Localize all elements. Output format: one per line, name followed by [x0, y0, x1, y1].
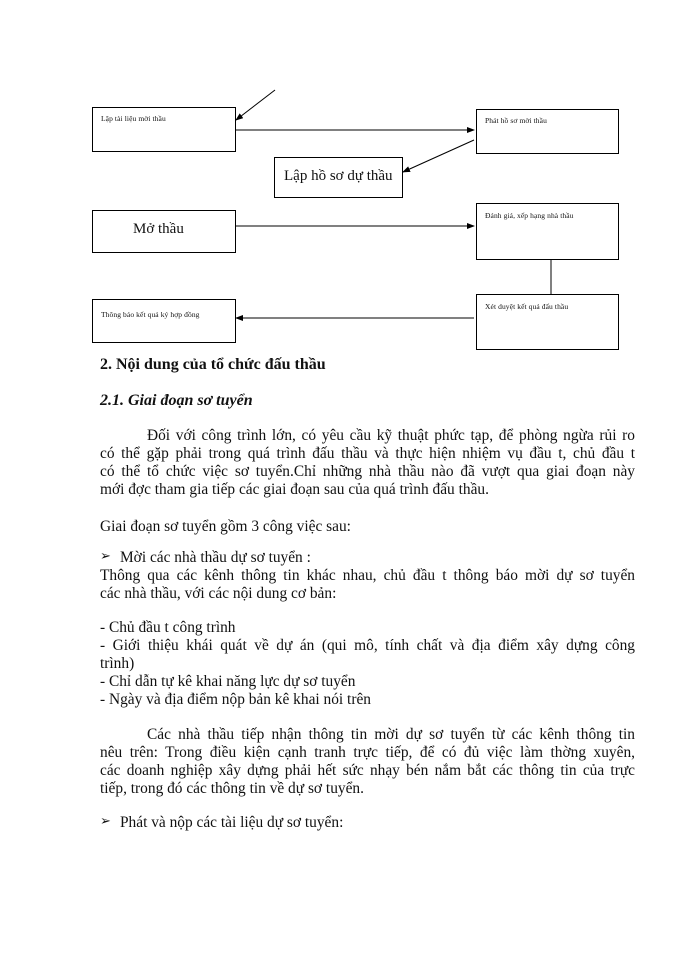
- box-bid-opening: Mở thầu: [92, 210, 236, 253]
- paragraph-1-line-1: Đối với công trình lớn, có yêu cầu kỹ thuật phức tạp, để phòng ngừa rủi ro: [147, 427, 635, 444]
- paragraph-1-line-3: có thể tổ chức việc sơ tuyển.Chỉ những nhà thầu nào đã vượt qua giai đoạn này: [100, 463, 635, 480]
- paragraph-2-line-4: tiếp, trong đó các thông tin về dự sơ tuyển.: [100, 780, 364, 797]
- list-item-project-intro-cont: trình): [100, 655, 135, 672]
- bullet-1-line-2: các nhà thầu, với các nội dung cơ bản:: [100, 585, 337, 602]
- bullet-1-line-1: Thông qua các kênh thông tin khác nhau, chủ đầu t thông báo mời dự sơ tuyển: [100, 567, 635, 584]
- paragraph-2-line-2: nêu trên: Trong điều kiện cạnh tranh trực tiếp, để có đủ việc làm thờng xuyên,: [100, 744, 635, 761]
- box-issue-documents: Phát hồ sơ mời thầu: [476, 109, 619, 154]
- box-evaluate-bidders: Đánh giá, xếp hạng nhà thầu: [476, 203, 619, 260]
- arrow-bullet-icon-2: ➢: [100, 813, 111, 828]
- bidding-process-flowchart: [0, 0, 700, 355]
- box-approve-results: Xét duyệt kết quả đấu thầu: [476, 294, 619, 350]
- subsection-heading: 2.1. Giai đoạn sơ tuyển: [100, 392, 253, 409]
- box-notify-contract: Thông báo kết quả ký hợp đồng: [92, 299, 236, 343]
- list-item-self-declare: - Chỉ dẫn tự kê khai năng lực dự sơ tuyển: [100, 673, 356, 690]
- arrow-bullet-icon: ➢: [100, 548, 111, 563]
- list-item-owner: - Chủ đầu t công trình: [100, 619, 236, 636]
- box-prepare-bid: Lập hồ sơ dự thầu: [274, 157, 403, 198]
- arrow-issue-to-bid: [403, 140, 474, 172]
- paragraph-2-line-3: các doanh nghiệp xây dựng phải hết sức nhạy bén nắm bắt các thông tin của trực: [100, 762, 635, 779]
- bullet-2-title: Phát và nộp các tài liệu dự sơ tuyển:: [120, 814, 344, 831]
- arrow-start: [236, 90, 275, 120]
- box-prepare-documents: Lập tài liệu mời thầu: [92, 107, 236, 152]
- paragraph-1-line-4: mới đợc tham gia tiếp các giai đoạn sau của quá trình đấu thầu.: [100, 481, 489, 498]
- list-item-date-place: - Ngày và địa điểm nộp bản kê khai nói trên: [100, 691, 371, 708]
- intro-line: Giai đoạn sơ tuyển gồm 3 công việc sau:: [100, 518, 351, 535]
- section-heading: 2. Nội dung của tổ chức đấu thầu: [100, 356, 326, 373]
- list-item-project-intro: - Giới thiệu khái quát về dự án (qui mô, tính chất và địa điểm xây dựng công: [100, 637, 635, 654]
- paragraph-2-line-1: Các nhà thầu tiếp nhận thông tin mời dự sơ tuyển từ các kênh thông tin: [147, 726, 635, 743]
- paragraph-1-line-2: có thể gặp phải trong quá trình đấu thầu và thực hiện nhiệm vụ đầu t, chủ đầu t: [100, 445, 635, 462]
- bullet-1-title: Mời các nhà thầu dự sơ tuyển :: [120, 549, 311, 566]
